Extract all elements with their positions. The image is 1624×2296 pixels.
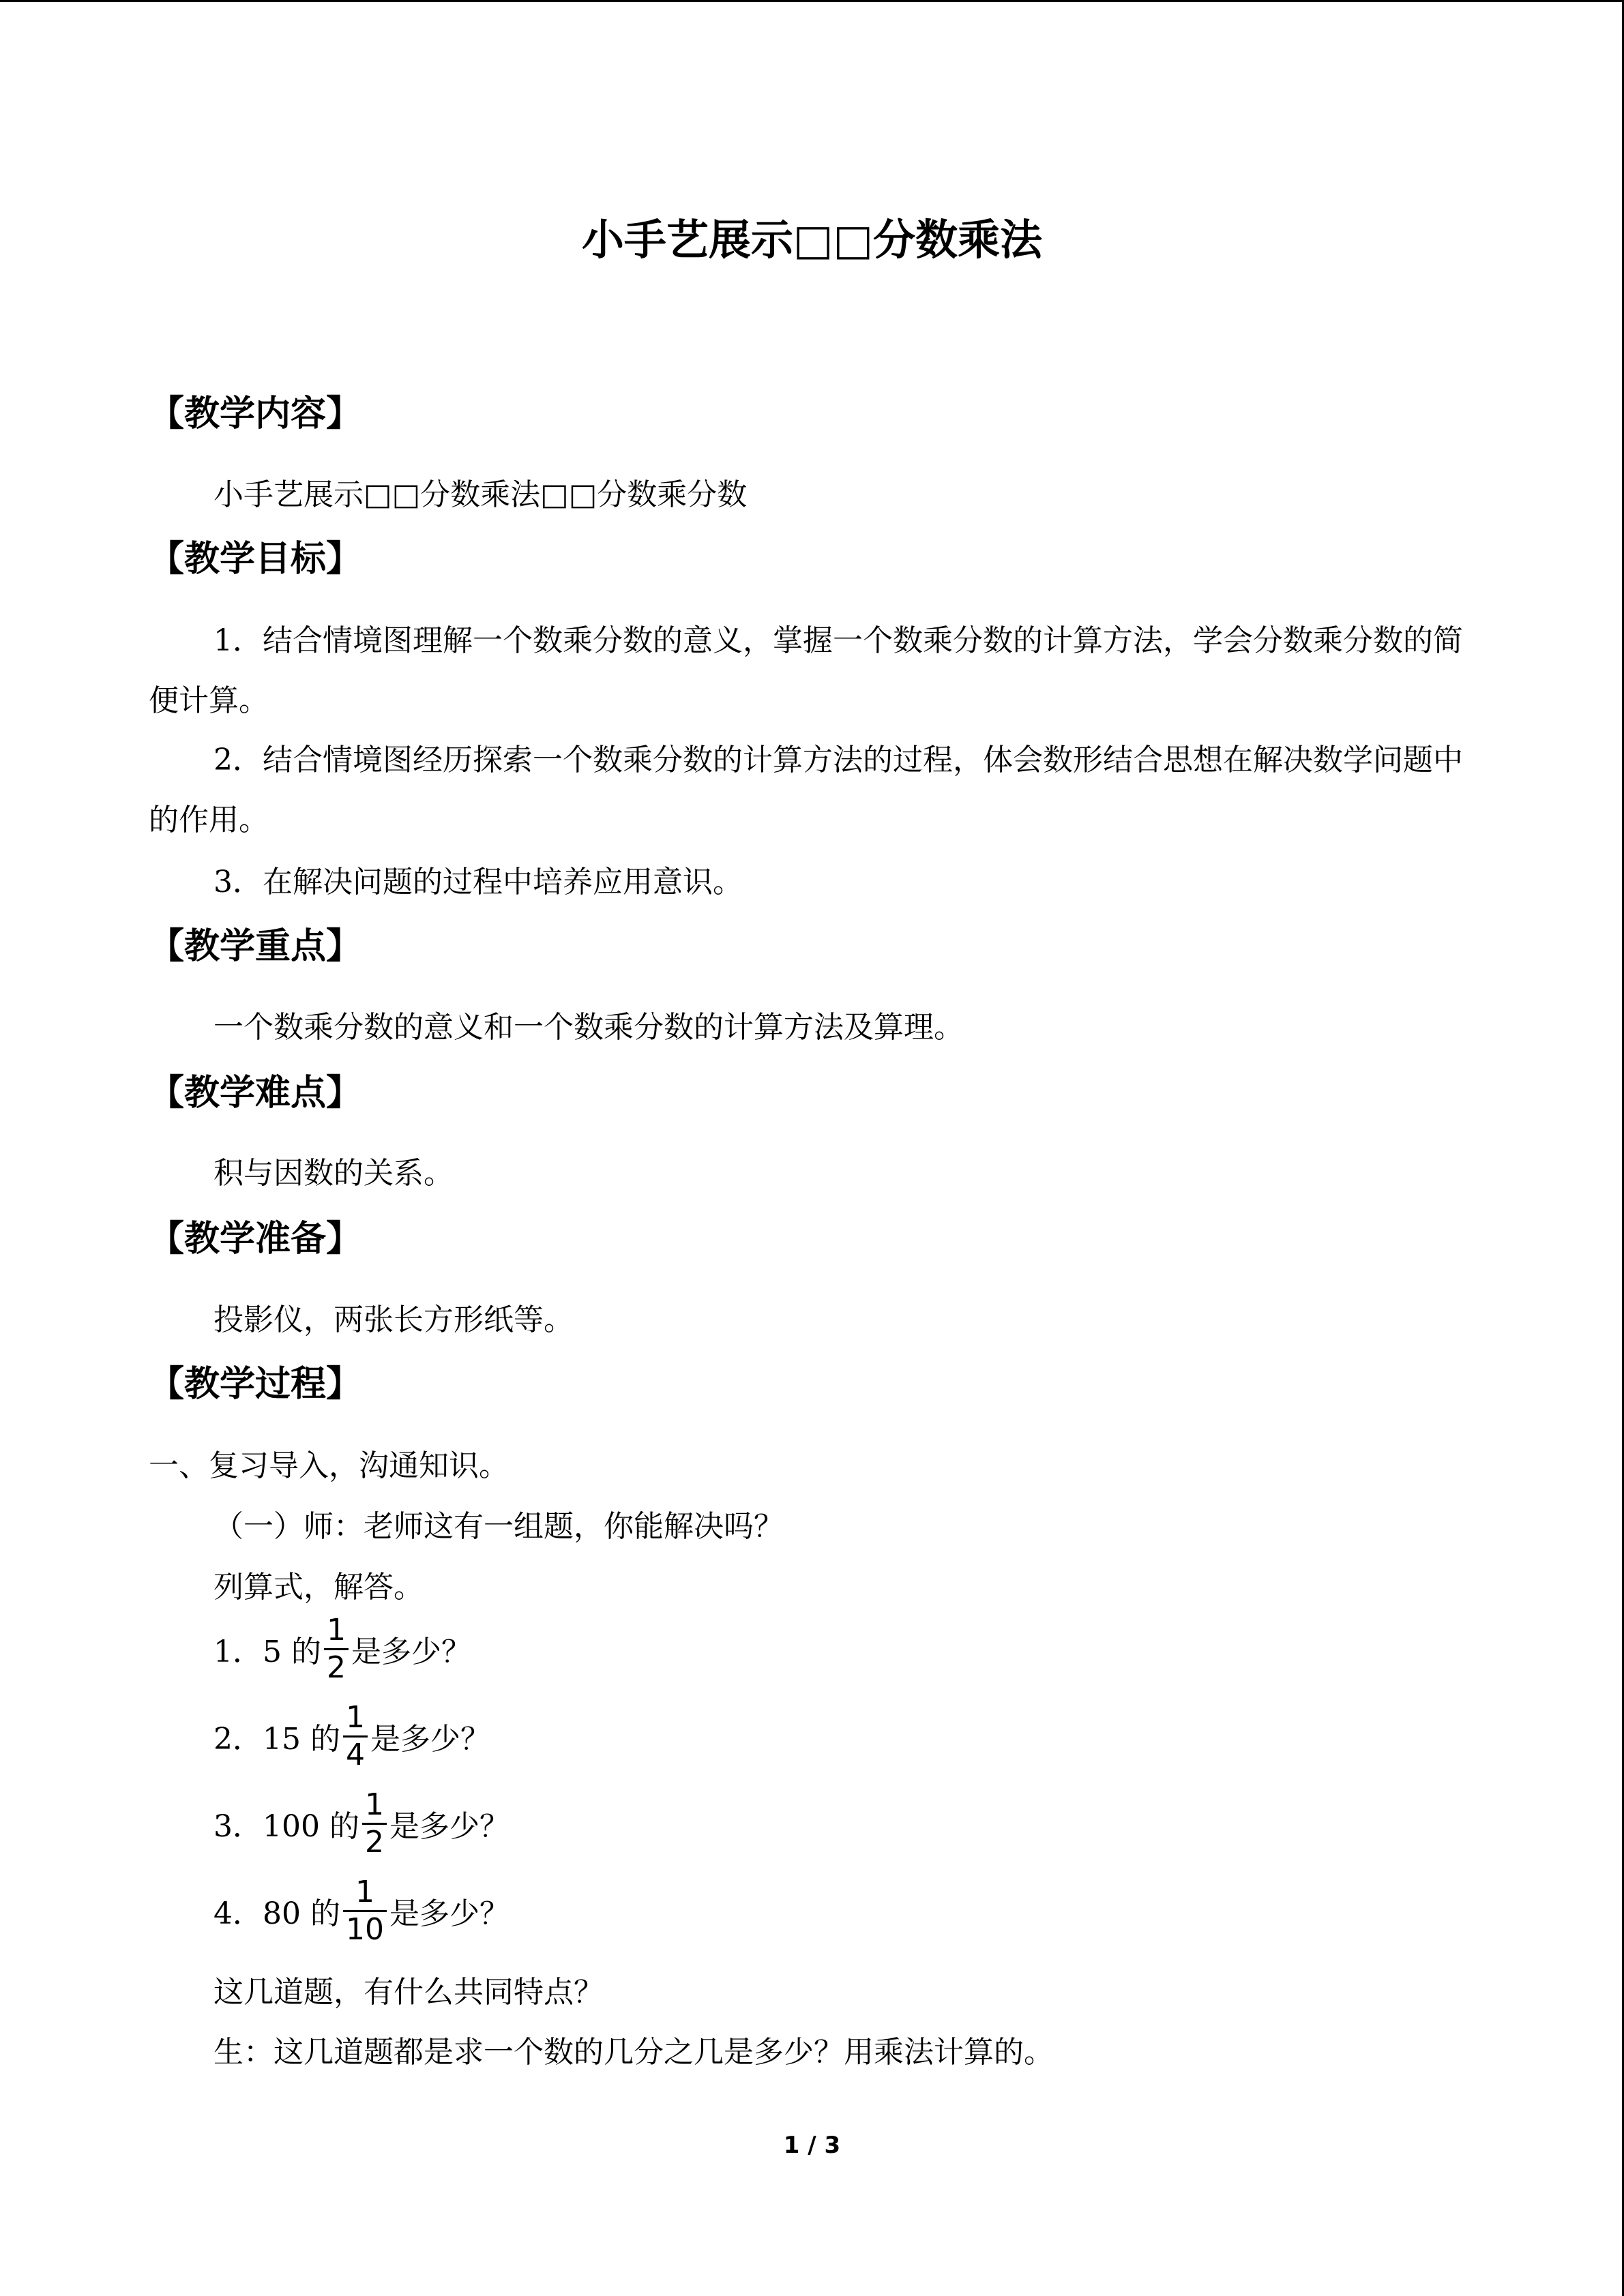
question-3 (213, 1783, 510, 1864)
fraction (362, 1787, 387, 1860)
fraction-numerator: 1 (355, 1874, 374, 1909)
fraction (343, 1875, 387, 1948)
heading-prep: 【教学准备】 (149, 1219, 362, 1259)
page-border-top (0, 0, 1624, 2)
heading-content: 【教学内容】 (149, 393, 362, 434)
question-prefix: 1．5 的 (213, 1635, 321, 1669)
difficulty-text: 积与因数的关系。 (213, 1156, 454, 1191)
instruction-line: 列算式，解答。 (213, 1570, 424, 1605)
heading-process: 【教学过程】 (149, 1364, 362, 1405)
process-step-1: 一、复习导入，沟通知识。 (149, 1448, 509, 1483)
key-text: 一个数乘分数的意义和一个数乘分数的计算方法及算理。 (213, 1010, 964, 1045)
question-common-trait: 这几道题，有什么共同特点？ (213, 1975, 604, 2010)
heading-goals: 【教学目标】 (149, 539, 362, 580)
question-suffix: 是多少？ (370, 1722, 490, 1757)
goal-item-2: 2．结合情境图经历探索一个数乘分数的计算方法的过程，体会数形结合思想在解决数学问题中的作用。 (149, 743, 1463, 837)
fraction-numerator: 1 (345, 1699, 365, 1735)
heading-difficulty: 【教学难点】 (149, 1073, 362, 1114)
fraction-numerator: 1 (326, 1612, 346, 1648)
student-answer: 生：这几道题都是求一个数的几分之几是多少？用乘法计算的。 (213, 2035, 1054, 2070)
question-suffix: 是多少？ (351, 1635, 471, 1669)
fraction-numerator: 1 (364, 1787, 384, 1822)
question-4 (213, 1870, 510, 1952)
question-prefix: 4．80 的 (213, 1896, 340, 1931)
question-1 (213, 1608, 471, 1690)
question-prefix: 2．15 的 (213, 1722, 340, 1757)
fraction-denominator: 10 (345, 1911, 384, 1947)
heading-key: 【教学重点】 (149, 926, 362, 967)
prep-text: 投影仪，两张长方形纸等。 (213, 1302, 574, 1337)
question-2 (213, 1695, 490, 1777)
fraction-denominator: 4 (345, 1737, 365, 1772)
fraction-denominator: 2 (326, 1650, 346, 1685)
fraction-denominator: 2 (364, 1824, 384, 1860)
fraction (324, 1613, 349, 1686)
fraction (343, 1700, 368, 1773)
goal-item-1: 1．结合情境图理解一个数乘分数的意义，掌握一个数乘分数的计算方法，学会分数乘分数的简便计算。 (149, 623, 1463, 718)
content-text: 小手艺展示□□分数乘法□□分数乘分数 (213, 477, 748, 512)
question-suffix: 是多少？ (389, 1896, 510, 1931)
teacher-line: （一）师：老师这有一组题，你能解决吗？ (213, 1509, 784, 1544)
document-title: 小手艺展示□□分数乘法 (581, 215, 1043, 265)
page-number: 1 / 3 (783, 2132, 841, 2159)
question-prefix: 3．100 的 (213, 1809, 359, 1844)
question-suffix: 是多少？ (389, 1809, 510, 1844)
goal-item-3: 3．在解决问题的过程中培养应用意识。 (213, 865, 743, 899)
